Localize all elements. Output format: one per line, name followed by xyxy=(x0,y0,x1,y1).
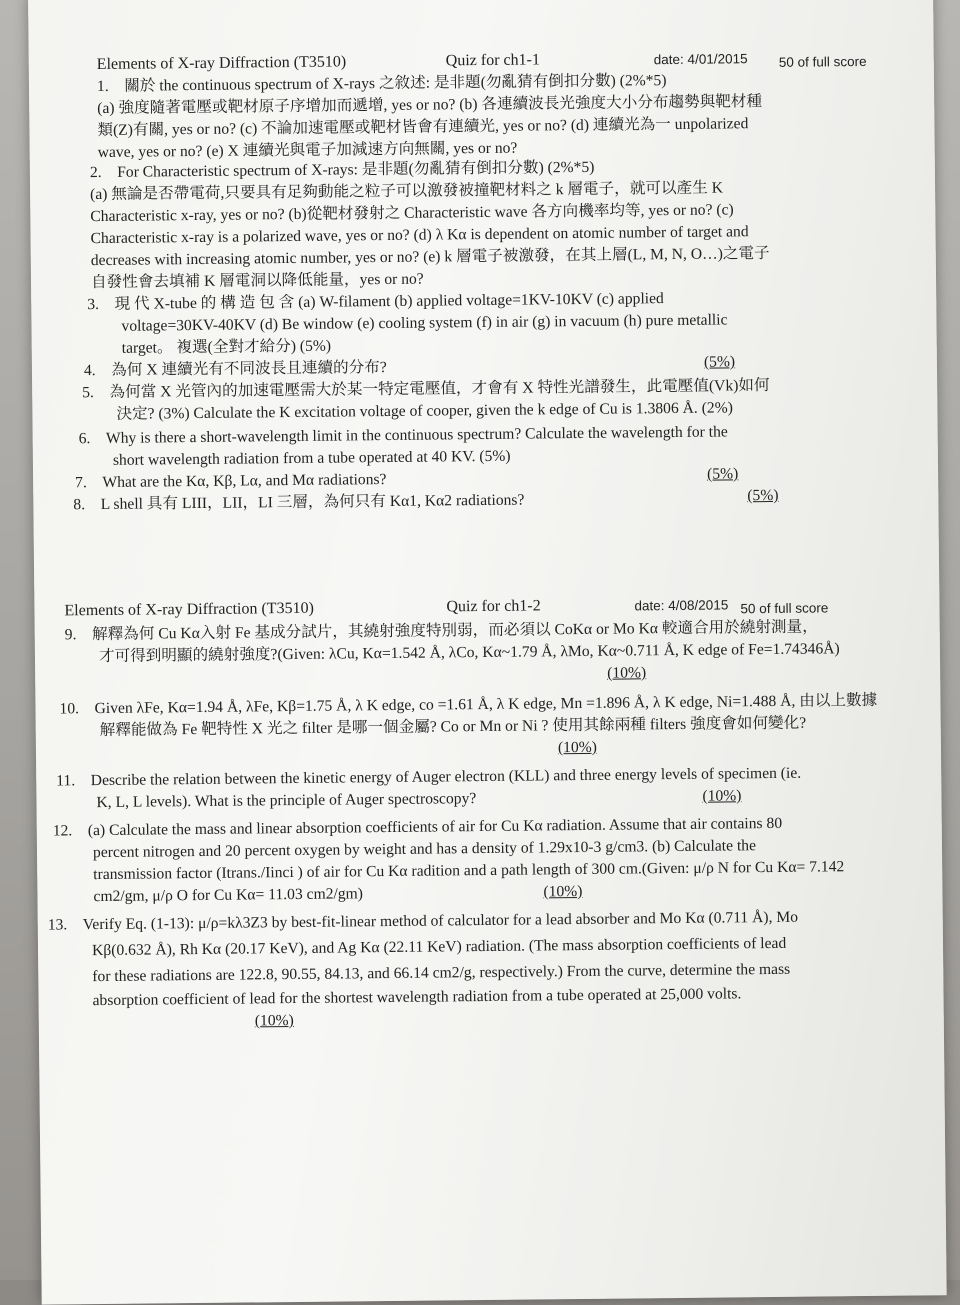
q5-line: 決定? (3%) Calculate the K excitation voltage of cooper, given the k edge of Cu is 1.3806 Å. (2%) xyxy=(116,399,733,423)
q13-line: absorption coefficient of lead for the shortest wavelength radiation from a tube operated at 25,000 volts. xyxy=(92,985,742,1010)
question-1 xyxy=(97,69,763,164)
exam-sheet xyxy=(28,0,947,1305)
q1-line: 1. 關於 the continuous spectrum of X-rays 之敘述: 是非題(勿亂猜有倒扣分數) (2%*5) xyxy=(96,72,667,96)
q8-points: (5%) xyxy=(747,486,779,505)
question-12 xyxy=(53,812,845,908)
q11-points: (10%) xyxy=(702,787,742,805)
q6-line: 6. Why is there a short-wavelength limit in the continuous spectrum? Calculate the wavelength for the xyxy=(78,423,728,448)
q1-line: (a) 強度隨著電壓或靶材原子序增加而遞增, yes or no? (b) 各連續波長光強度大小分布趨勢與靶材種 xyxy=(97,93,763,118)
q13-line: Kβ(0.632 Å), Rh Kα (20.17 KeV), and Ag Kα (22.11 KeV) radiation. (The mass absorption coefficients of lead xyxy=(91,934,787,960)
q11-line: 11. Describe the relation between the kinetic energy of Auger electron (KLL) and three energy levels of specimen (ie. xyxy=(56,764,802,790)
q2-line: (a) 無論是否帶電荷,只要具有足夠動能之粒子可以激發被撞靶材料之 k 層電子，就可以產生 K xyxy=(90,179,724,204)
q1-line: 類(Z)有關, yes or no? (c) 不論加速電壓或靶材皆會有連續光, yes or no? (d) 連續光為一 unpolarized xyxy=(97,115,749,140)
q12-points: (10%) xyxy=(543,882,583,901)
q2-line: 2. For Characteristic spectrum of X-rays: 是非題(勿亂猜有倒扣分數) (2%*5) xyxy=(89,158,595,182)
quiz2-quiz-title: Quiz for ch1-2 xyxy=(446,597,541,616)
question-9 xyxy=(65,616,840,690)
q12-line: percent nitrogen and 20 percent oxygen by weight and has a density of 1.29x10-3 g/cm3. (b) Calculate the xyxy=(92,837,757,862)
q9-points: (10%) xyxy=(607,664,647,682)
quiz1-date: date: 4/01/2015 xyxy=(653,51,748,68)
q13-points: (10%) xyxy=(254,1012,294,1030)
question-4: 4. 為何 X 連續光有不同波長且連續的分布? xyxy=(83,359,387,380)
question-2 xyxy=(90,155,770,294)
question-5 xyxy=(82,375,770,426)
q4-points: (5%) xyxy=(703,353,736,371)
question-11 xyxy=(56,763,801,815)
quiz1-course-title: Elements of X-ray Diffraction (T3510) xyxy=(96,53,347,74)
q2-line: decreases with increasing atomic number, yes or no? (e) k 層電子被激發，在其上層(L, M, N, O…)之電子 xyxy=(90,244,770,270)
q6-line: short wavelength radiation from a tube operated at 40 KV. (5%) xyxy=(112,447,511,469)
q12-line: transmission factor (Itrans./Iinci ) of air for Cu Kα radition and a path length of 300 cm.(Given: μ/ρ N for Cu Kα= 7.142 xyxy=(93,858,845,884)
question-3 xyxy=(87,287,728,360)
q10-line: 10. Given λFe, Kα=1.94 Å, λFe, Kβ=1.75 Å, λ K edge, co =1.61 Å, λ K edge, Mn =1.896 Å, λ K edge, Ni=1.488 Å, 由以上數據 xyxy=(59,691,878,718)
q2-line: Characteristic x-ray is a polarized wave, yes or no? (d) λ Kα is dependent on atomic number of target and xyxy=(90,223,749,248)
q3-line: voltage=30KV-40KV (d) Be window (e) cooling system (f) in air (g) in vacuum (h) pure metallic xyxy=(121,311,728,335)
q12-line: 12. (a) Calculate the mass and linear absorption coefficients of air for Cu Kα radiation. Assume that air contains 80 xyxy=(52,814,783,840)
q2-line: 自發性會去填補 K 層電洞以降低能量，yes or no? xyxy=(90,270,424,292)
question-6 xyxy=(79,421,729,472)
q11-line: K, L, L levels). What is the principle of Auger spectroscopy? xyxy=(96,790,477,812)
quiz2-course-title: Elements of X-ray Diffraction (T3510) xyxy=(64,599,314,620)
question-10 xyxy=(59,690,877,765)
q1-line: wave, yes or no? (e) X 連續光與電子加減速方向無關, yes or no? xyxy=(97,139,518,162)
quiz1-score: 50 of full score xyxy=(778,53,867,70)
quiz2-score: 50 of full score xyxy=(740,600,829,617)
q9-line: 9. 解釋為何 Cu Kα入射 Fe 基成分試片，其繞射強度特別弱，而必須以 CoKα or Mo Kα 較適合用於繞射測量， xyxy=(64,618,818,644)
q5-line: 5. 為何當 X 光管內的加速電壓需大於某一特定電壓值，才會有 X 特性光譜發生，此電壓值(Vk)如何 xyxy=(82,376,770,402)
question-8: 8. L shell 具有 LIII，LII，LI 三層，為何只有 Kα1, Kα2 radiations? xyxy=(73,491,525,514)
quiz2-date: date: 4/08/2015 xyxy=(634,597,729,614)
q3-line: 3. 現 代 X-tube 的 構 造 包 含 (a) W-filament (b) applied voltage=1KV-10KV (c) applied xyxy=(87,290,664,314)
q13-line: 13. Verify Eq. (1-13): μ/ρ=kλ3Z3 by best-fit-linear method of calculator for a lead absorber and Mo Kα (0.711 Å), Mo xyxy=(47,908,799,934)
quiz1-quiz-title: Quiz for ch1-1 xyxy=(445,51,541,70)
question-7: 7. What are the Kα, Kβ, Lα, and Mα radiations? xyxy=(75,471,387,492)
q3-line: target。 複選(全對才給分) (5%) xyxy=(121,337,332,357)
q10-line: 解釋能做為 Fe 靶特性 X 光之 filter 是哪一個金屬? Co or Mn or Ni ? 使用其餘兩種 filters 強度會如何變化? xyxy=(99,714,807,740)
q9-line: 才可得到明顯的繞射強度?(Given: λCu, Kα=1.542 Å, λCo, Kα~1.79 Å, λMo, Kα~0.711 Å, K edge of Fe=1.74346Å) xyxy=(98,640,840,666)
question-13 xyxy=(48,905,800,1035)
q2-line: Characteristic x-ray, yes or no? (b)從靶材發射之 Characteristic wave 各方向機率均等, yes or no? (c) xyxy=(90,201,734,226)
q10-points: (10%) xyxy=(557,738,598,757)
q12-line: cm2/gm, μ/ρ O for Cu Kα= 11.03 cm2/gm) xyxy=(93,885,363,906)
q7-points: (5%) xyxy=(706,465,739,483)
q13-line: for these radiations are 122.8, 90.55, 84.13, and 66.14 cm2/g, respectively.) From the curve, determine the mass xyxy=(92,960,791,986)
